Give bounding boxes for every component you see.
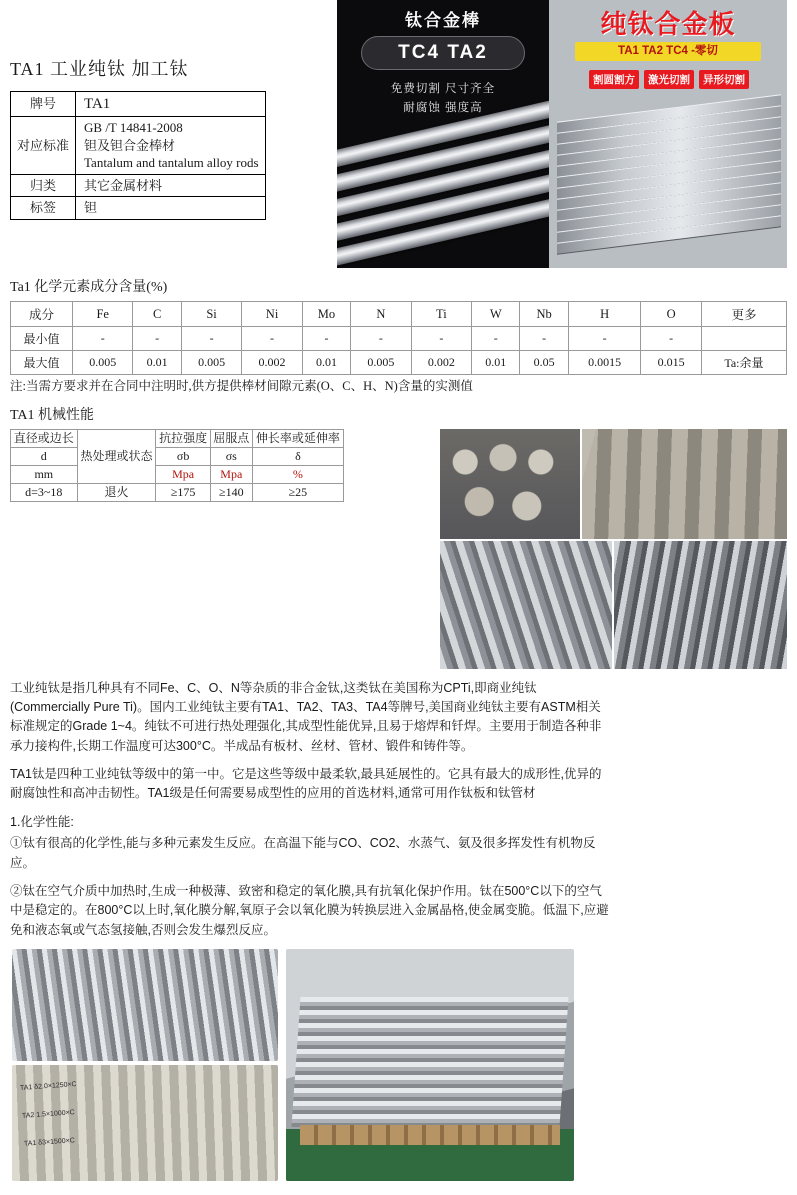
chem-cell-extra: Ta:余量: [701, 351, 786, 375]
table-row: [11, 92, 266, 117]
chem-cell: 0.002: [411, 351, 471, 375]
mech-section: [0, 429, 797, 669]
titanium-bars-dark-photo: [614, 541, 787, 669]
rods-banner-text: 钛合金棒: [405, 11, 481, 30]
titanium-plate-photo: [549, 0, 787, 268]
mech-photo-collage: [440, 429, 787, 669]
titanium-cylinders-photo: [582, 429, 787, 539]
spec-value-category: 其它金属材料: [76, 174, 266, 197]
standard-line-2: 钽及钽合金棒材: [84, 137, 176, 153]
chem-cell: -: [73, 327, 133, 351]
plate-tag: 异形切割: [699, 70, 749, 89]
warehouse-plate-stack-photo: [286, 949, 574, 1181]
description-text: [10, 679, 610, 941]
chem-note: 注:当需方要求并在合同中注明时,供方提供棒材间隙元素(O、C、H、N)含量的实测值: [10, 379, 473, 393]
standard-line-1: GB /T 14841-2008: [84, 120, 183, 136]
table-row: [11, 174, 266, 197]
plate-tag-list: [565, 70, 773, 89]
chem-cell-extra: [701, 327, 786, 351]
rods-subtitle-1: 免费切割 尺寸齐全: [390, 83, 496, 95]
spec-key-standard: 对应标准: [11, 117, 76, 175]
rods-subtitle-2: 耐腐蚀 强度高: [403, 102, 483, 114]
table-row: [11, 117, 266, 175]
top-section: [0, 0, 797, 268]
collage-row-1: [440, 429, 787, 539]
chem-cell: 0.005: [181, 351, 241, 375]
plate-label: TA1 δ2.0×1250×C: [19, 1081, 77, 1092]
table-row: [11, 483, 344, 501]
paragraph-2: TA1钛是四种工业纯钛等级中的第一中。它是这些等级中最柔软,最具延展性的。它具有最大的成形性,优异的耐腐蚀性和高冲击韧性。TA1级是任何需要易成型性的应用的首选材料,通常可用作钛板和钛管材: [10, 767, 602, 801]
mech-tensile-symbol: σb: [156, 447, 210, 465]
chem-col-12: 更多: [701, 302, 786, 327]
rods-grade-pill: TC4 TA2: [361, 36, 525, 70]
titanium-discs-photo: [440, 429, 580, 539]
chem-col-7: Ti: [411, 302, 471, 327]
mech-value-size: d=3~18: [11, 483, 78, 501]
chem-cell: 0.01: [302, 351, 350, 375]
chemical-composition-table: [10, 301, 787, 375]
plate-label: TA2 1.5×1000×C: [21, 1109, 75, 1120]
chem-cell: 0.05: [520, 351, 568, 375]
chem-cell: 0.015: [641, 351, 701, 375]
mech-col-elong: 伸长率或延伸率: [252, 429, 343, 447]
chem-col-2: C: [133, 302, 181, 327]
spec-value-standard: [76, 117, 266, 175]
mech-col-yield: 屈服点: [210, 429, 252, 447]
mech-value-elong: ≥25: [252, 483, 343, 501]
mech-section-title: TA1 机械性能: [10, 407, 95, 423]
wooden-pallet: [300, 1125, 560, 1145]
mech-value-tensile: ≥175: [156, 483, 210, 501]
spec-value-grade: TA1: [76, 92, 266, 117]
mech-col-size-label: 直径或边长: [13, 430, 74, 445]
chem-cell: -: [181, 327, 241, 351]
chem-cell: -: [411, 327, 471, 351]
spec-table: [10, 91, 266, 220]
mech-elong-unit: %: [252, 465, 343, 483]
chem-cell: -: [568, 327, 641, 351]
table-header-row: [11, 465, 344, 483]
plate-title-text: 纯钛合金板: [600, 9, 736, 39]
plate-stack-illustration: [557, 108, 781, 248]
chem-col-10: H: [568, 302, 641, 327]
spec-key-tag: 标签: [11, 197, 76, 220]
chem-cell: -: [133, 327, 181, 351]
chem-col-0: 成分: [11, 302, 73, 327]
chem-cell: -: [351, 327, 411, 351]
mech-size-unit: mm: [11, 465, 78, 483]
chem-cell: -: [641, 327, 701, 351]
table-row: [11, 351, 787, 375]
chem-col-1: Fe: [73, 302, 133, 327]
table-row: [11, 197, 266, 220]
mech-value-state: 退火: [77, 483, 156, 501]
titanium-rods-photo: [337, 0, 549, 268]
paragraph-5: ②钛在空气介质中加热时,生成一种极薄、致密和稳定的氧化膜,具有抗氧化保护作用。钛在500°C以下的空气中是稳定的。在800°C以上时,氧化膜分解,氧原子会以氧化膜为转换层进入金属晶格,使金属变脆。低温下,应避免和液态氧或气态氢接触,否则会发生爆烈反应。: [10, 883, 609, 937]
mechanical-properties-table: [10, 429, 344, 502]
chem-col-4: Ni: [242, 302, 302, 327]
paragraph-4: ①钛有很高的化学性,能与多种元素发生反应。在高温下能与CO、CO2、水蒸气、氨及很多挥发性有机物反应。: [10, 836, 596, 870]
chem-col-5: Mo: [302, 302, 350, 327]
mech-yield-symbol: σs: [210, 447, 252, 465]
chem-col-9: Nb: [520, 302, 568, 327]
titanium-bars-photo: [440, 541, 612, 669]
mech-col-size-symbol: d: [11, 447, 78, 465]
chem-cell: 0.01: [133, 351, 181, 375]
plate-tag: 激光切割: [644, 70, 694, 89]
chem-cell: -: [242, 327, 302, 351]
table-row: [11, 327, 787, 351]
chem-row-label-min: 最小值: [11, 327, 73, 351]
chem-row-label-max: 最大值: [11, 351, 73, 375]
paragraph-3: 1.化学性能:: [10, 814, 74, 829]
chem-cell: 0.0015: [568, 351, 641, 375]
spec-value-tag: 钽: [76, 197, 266, 220]
bottom-photo-group: [0, 949, 797, 1187]
mech-yield-unit: Mpa: [210, 465, 252, 483]
mech-col-tensile: 抗拉强度: [156, 429, 210, 447]
plate-stack: [291, 997, 568, 1127]
spec-key-category: 归类: [11, 174, 76, 197]
page-title: TA1 工业纯钛 加工钛: [10, 59, 189, 79]
collage-row-2: [440, 541, 787, 669]
chem-col-11: O: [641, 302, 701, 327]
chem-cell: -: [520, 327, 568, 351]
table-header-row: [11, 429, 344, 447]
chem-section-title: Ta1 化学元素成分含量(%): [10, 280, 168, 295]
rods-illustration: [337, 93, 549, 268]
plate-label: TA1 δ3×1500×C: [23, 1137, 76, 1148]
chem-col-3: Si: [181, 302, 241, 327]
standard-line-3: Tantalum and tantalum alloy rods: [84, 155, 259, 171]
paragraph-1: 工业纯钛是指几种具有不同Fe、C、O、N等杂质的非合金钛,这类钛在美国称为CPTi,即商业纯钛(Commercially Pure Ti)。国内工业纯钛主要有TA1、TA2、TA3、TA4等牌号,美国商业纯钛主要有ASTM相关标准规定的Grade 1~4。纯钛不可进行热处理强化,其成型性能优异,且易于熔焊和钎焊。主要用于制造各种非承力接构件,长期工作温度可达300°C。半成品有板材、丝材、管材、锻件和铸件等。: [10, 680, 602, 753]
labeled-plates-photo: [12, 1065, 278, 1181]
table-header-row: [11, 447, 344, 465]
chem-cell: 0.01: [472, 351, 520, 375]
chem-cell: -: [472, 327, 520, 351]
chem-cell: 0.005: [73, 351, 133, 375]
plate-tag: 割圆割方: [589, 70, 639, 89]
mech-elong-symbol: δ: [252, 447, 343, 465]
chem-cell: -: [302, 327, 350, 351]
plate-grades-badge: TA1 TA2 TC4 -零切: [575, 42, 761, 61]
mech-tensile-unit: Mpa: [156, 465, 210, 483]
plate-edges-photo: [12, 949, 278, 1061]
chem-cell: 0.002: [242, 351, 302, 375]
chem-cell: 0.005: [351, 351, 411, 375]
chem-col-6: N: [351, 302, 411, 327]
spec-block: [0, 0, 337, 220]
mech-value-yield: ≥140: [210, 483, 252, 501]
mech-col-state: 热处理或状态: [77, 429, 156, 483]
spec-key-grade: 牌号: [11, 92, 76, 117]
table-header-row: [11, 302, 787, 327]
mech-table-wrap: [0, 429, 440, 502]
chem-col-8: W: [472, 302, 520, 327]
mech-col-size: [11, 429, 78, 447]
